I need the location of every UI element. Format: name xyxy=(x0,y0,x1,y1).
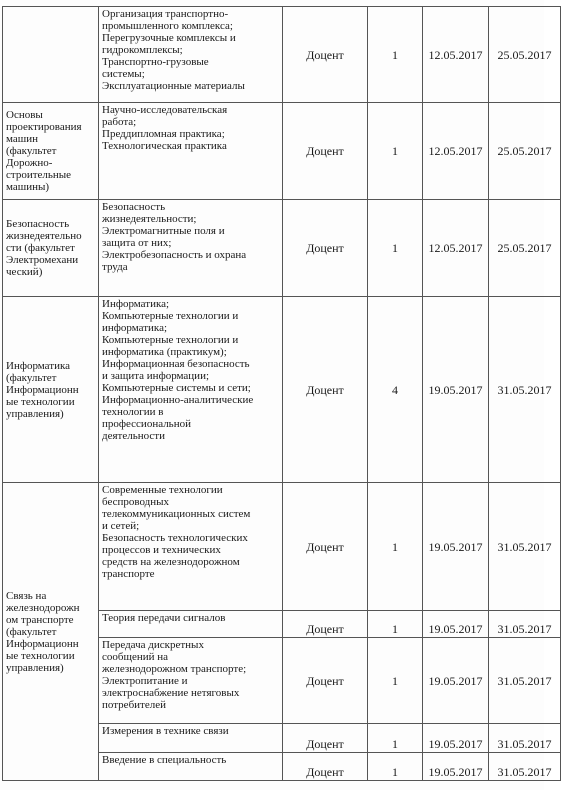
course-line: Электропитание и xyxy=(102,675,188,687)
course-line: Транспортно-грузовые xyxy=(102,56,209,68)
course-line: информатика (практикум); xyxy=(102,346,227,358)
discipline-line: Электромехани xyxy=(6,254,79,266)
discipline-line: Информатика xyxy=(6,359,71,372)
count-cell: 4 xyxy=(368,297,423,483)
count-cell: 1 xyxy=(368,7,423,103)
course-line: системы; xyxy=(102,68,145,80)
course-line: Технологическая практика xyxy=(102,140,227,152)
start-date-cell: 19.05.2017 xyxy=(423,297,489,483)
course-line: средств на железнодорожном xyxy=(102,556,240,568)
end-date-cell: 31.05.2017 xyxy=(489,297,561,483)
discipline-line: железнодорожн xyxy=(6,601,80,614)
course-line: Информатика; xyxy=(102,298,170,310)
start-date-cell: 12.05.2017 xyxy=(423,103,489,200)
discipline-line: (факультет xyxy=(6,145,57,157)
course-line: гидрокомплексы; xyxy=(102,44,183,56)
start-date-cell: 19.05.2017 xyxy=(423,638,489,724)
count-cell: 1 xyxy=(368,753,423,781)
course-line: беспроводных xyxy=(102,496,170,508)
count-cell: 1 xyxy=(368,638,423,724)
discipline-line: Информационн xyxy=(6,637,79,650)
end-date-cell: 31.05.2017 xyxy=(489,638,561,724)
discipline-line: ые технологии xyxy=(6,395,75,408)
discipline-line: машины) xyxy=(6,181,50,193)
position-cell: Доцент xyxy=(283,200,368,297)
course-line: электроснабжение нетяговых xyxy=(102,687,240,699)
discipline-line: ом транспорте xyxy=(6,613,74,626)
courses-cell xyxy=(99,103,283,200)
course-line: защита от них; xyxy=(102,237,172,249)
discipline-cell xyxy=(3,297,99,483)
discipline-cell xyxy=(3,7,99,103)
course-line: Организация транспортно- xyxy=(102,8,229,20)
course-line: Безопасность технологических xyxy=(102,532,248,544)
discipline-line: Связь на xyxy=(6,589,47,602)
discipline-line: управления) xyxy=(6,661,64,674)
position-cell: Доцент xyxy=(283,103,368,200)
course-line: работа; xyxy=(102,116,137,128)
start-date-cell: 19.05.2017 xyxy=(423,724,489,753)
courses-cell xyxy=(99,753,283,781)
course-line: Современные технологии xyxy=(102,484,223,496)
start-date-cell: 19.05.2017 xyxy=(423,753,489,781)
courses-cell xyxy=(99,7,283,103)
start-date-cell: 12.05.2017 xyxy=(423,7,489,103)
count-cell: 1 xyxy=(368,200,423,297)
courses-cell xyxy=(99,297,283,483)
discipline-line: (факультет xyxy=(6,371,57,384)
course-line: процессов и технических xyxy=(102,544,221,556)
start-date-cell: 19.05.2017 xyxy=(423,483,489,611)
course-line: телекоммуникационных систем xyxy=(102,508,251,520)
course-line: железнодорожном транспорте; xyxy=(102,663,247,675)
competition-table xyxy=(2,6,561,781)
discipline-line: ые технологии xyxy=(6,649,75,662)
discipline-line: Информационн xyxy=(6,383,79,396)
course-line: деятельности xyxy=(102,430,165,442)
course-line: Преддипломная практика; xyxy=(102,128,225,140)
position-cell: Доцент xyxy=(283,611,368,638)
course-line: жизнедеятельности; xyxy=(102,213,197,225)
discipline-line: Безопасность xyxy=(6,218,70,230)
end-date-cell: 25.05.2017 xyxy=(489,200,561,297)
start-date-cell: 12.05.2017 xyxy=(423,200,489,297)
discipline-cell xyxy=(3,200,99,297)
course-line: Передача дискретных xyxy=(102,639,204,651)
end-date-cell: 25.05.2017 xyxy=(489,103,561,200)
table-row xyxy=(3,297,561,483)
course-line: Компьютерные технологии и xyxy=(102,310,239,322)
course-line: Эксплуатационные материалы xyxy=(102,80,245,92)
discipline-line: Основы xyxy=(6,109,43,121)
end-date-cell: 31.05.2017 xyxy=(489,611,561,638)
start-date-cell: 19.05.2017 xyxy=(423,611,489,638)
course-line: Научно-исследовательская xyxy=(102,104,228,116)
count-cell: 1 xyxy=(368,724,423,753)
course-line: сообщений на xyxy=(102,651,169,663)
position-cell: Доцент xyxy=(283,483,368,611)
course-line: Электромагнитные поля и xyxy=(102,225,225,237)
courses-cell xyxy=(99,724,283,753)
course-line: информатика; xyxy=(102,322,168,334)
discipline-cell xyxy=(3,483,99,781)
course-line: и сетей; xyxy=(102,520,140,532)
course-line: Информационная безопасность xyxy=(102,358,250,370)
course-line: Введение в специальность xyxy=(102,754,227,766)
count-cell: 1 xyxy=(368,611,423,638)
discipline-line: проектирования xyxy=(6,121,82,133)
end-date-cell: 25.05.2017 xyxy=(489,7,561,103)
discipline-line: ческий) xyxy=(6,266,43,278)
discipline-line: (факультет xyxy=(6,625,57,638)
course-line: Безопасность xyxy=(102,201,166,213)
discipline-line: жизнедеятельно xyxy=(6,230,82,242)
table-row xyxy=(3,200,561,297)
position-cell: Доцент xyxy=(283,753,368,781)
end-date-cell: 31.05.2017 xyxy=(489,483,561,611)
course-line: Информационно-аналитические xyxy=(102,394,254,406)
table-row xyxy=(3,103,561,200)
course-line: Теория передачи сигналов xyxy=(102,612,226,624)
count-cell: 1 xyxy=(368,483,423,611)
end-date-cell: 31.05.2017 xyxy=(489,753,561,781)
position-cell: Доцент xyxy=(283,638,368,724)
position-cell: Доцент xyxy=(283,297,368,483)
table-row xyxy=(3,483,561,611)
discipline-line: сти (факультет xyxy=(6,242,75,254)
course-line: промышленного комплекса; xyxy=(102,20,233,32)
course-line: потребителей xyxy=(102,699,166,711)
course-line: Электробезопасность и охрана xyxy=(102,249,247,261)
discipline-line: Дорожно- xyxy=(6,157,53,169)
course-line: Компьютерные системы и сети; xyxy=(102,382,251,394)
course-line: профессиональной xyxy=(102,418,191,430)
course-line: Компьютерные технологии и xyxy=(102,334,239,346)
discipline-line: управления) xyxy=(6,407,64,420)
discipline-line: строительные xyxy=(6,169,72,181)
position-cell: Доцент xyxy=(283,7,368,103)
courses-cell xyxy=(99,483,283,611)
course-line: труда xyxy=(102,261,128,273)
discipline-cell xyxy=(3,103,99,200)
count-cell: 1 xyxy=(368,103,423,200)
courses-cell xyxy=(99,200,283,297)
courses-cell xyxy=(99,638,283,724)
course-line: Перегрузочные комплексы и xyxy=(102,32,236,44)
table-row xyxy=(3,7,561,103)
course-line: технологии в xyxy=(102,406,164,418)
courses-cell xyxy=(99,611,283,638)
course-line: транспорте xyxy=(102,568,155,580)
discipline-line: машин xyxy=(6,133,39,145)
course-line: Измерения в технике связи xyxy=(102,725,229,737)
end-date-cell: 31.05.2017 xyxy=(489,724,561,753)
position-cell: Доцент xyxy=(283,724,368,753)
course-line: и защита информации; xyxy=(102,370,210,382)
